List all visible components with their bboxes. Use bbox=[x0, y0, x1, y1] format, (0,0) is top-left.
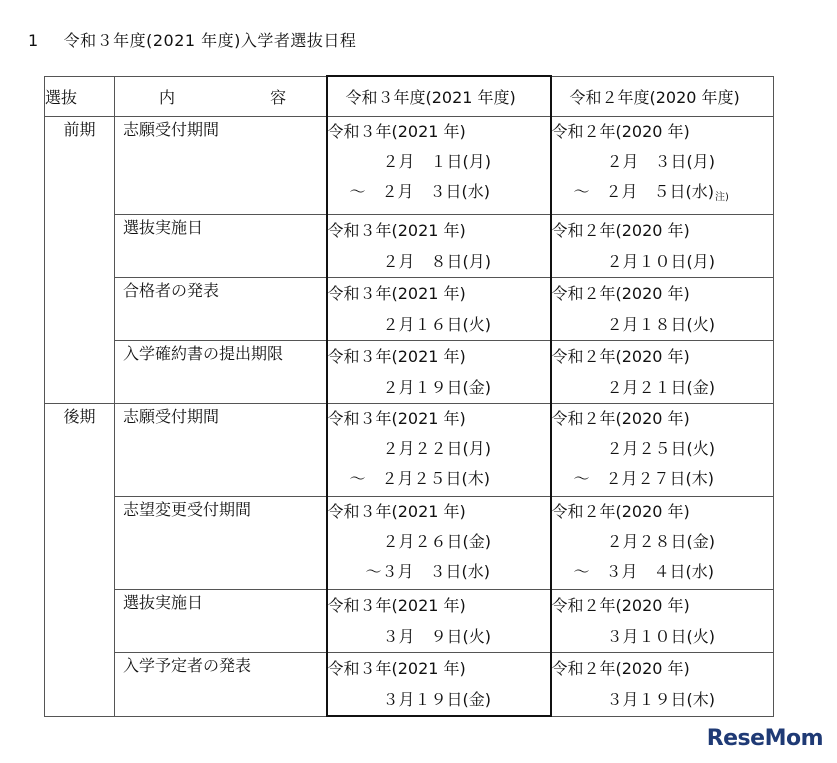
table-row bbox=[45, 497, 774, 590]
header-content bbox=[115, 76, 327, 117]
table-row bbox=[45, 278, 774, 341]
header-content-a: 内 bbox=[159, 87, 176, 107]
date-2021 bbox=[327, 278, 551, 341]
date-line: 令和２年(2020 年) bbox=[551, 284, 690, 303]
date-line: ２月１６日(火) bbox=[382, 315, 491, 334]
date-2020 bbox=[551, 497, 774, 590]
date-2020 bbox=[551, 117, 774, 215]
date-line: 令和３年(2021 年) bbox=[327, 122, 466, 141]
header-content-b: 容 bbox=[270, 87, 287, 107]
document-heading bbox=[28, 28, 356, 51]
date-text: ～ ２月 ５日(水) bbox=[573, 182, 714, 201]
date-line: ３月１９日(木) bbox=[606, 690, 715, 709]
date-2020 bbox=[551, 653, 774, 717]
date-line: ３月 ９日(火) bbox=[382, 627, 491, 646]
date-line: ２月 ３日(月) bbox=[606, 152, 715, 171]
item-label: 選抜実施日 bbox=[115, 590, 327, 653]
date-line: 令和２年(2020 年) bbox=[551, 502, 690, 521]
item-label: 入学確約書の提出期限 bbox=[115, 341, 327, 404]
group-label-zenki: 前期 bbox=[45, 117, 115, 404]
date-line: 令和３年(2021 年) bbox=[327, 596, 466, 615]
item-label: 志願受付期間 bbox=[115, 404, 327, 497]
date-line: ２月１０日(月) bbox=[606, 252, 715, 271]
date-line: ～３月 ３日(水) bbox=[365, 562, 490, 581]
date-2021 bbox=[327, 341, 551, 404]
date-line: ２月 ８日(月) bbox=[382, 252, 491, 271]
date-2020 bbox=[551, 590, 774, 653]
date-line: 令和２年(2020 年) bbox=[551, 122, 690, 141]
heading-number: 1 bbox=[28, 31, 39, 50]
table-row bbox=[45, 117, 774, 215]
item-label: 志望変更受付期間 bbox=[115, 497, 327, 590]
date-2020 bbox=[551, 278, 774, 341]
date-line: ～ ２月２５日(木) bbox=[349, 469, 490, 488]
table-row bbox=[45, 590, 774, 653]
schedule-table bbox=[44, 75, 774, 717]
date-line: ３月１０日(火) bbox=[606, 627, 715, 646]
date-line: ２月２１日(金) bbox=[606, 378, 715, 397]
date-line: 令和２年(2020 年) bbox=[551, 596, 690, 615]
date-line: 令和２年(2020 年) bbox=[551, 347, 690, 366]
table-row bbox=[45, 653, 774, 717]
item-label: 選抜実施日 bbox=[115, 215, 327, 278]
date-2020 bbox=[551, 215, 774, 278]
table-row bbox=[45, 215, 774, 278]
date-2021 bbox=[327, 497, 551, 590]
header-group: 選抜 bbox=[45, 76, 115, 117]
item-label: 入学予定者の発表 bbox=[115, 653, 327, 717]
date-line: 令和３年(2021 年) bbox=[327, 409, 466, 428]
date-line: ～ ２月２７日(木) bbox=[573, 469, 714, 488]
header-row bbox=[45, 76, 774, 117]
date-line: 令和３年(2021 年) bbox=[327, 347, 466, 366]
date-2020 bbox=[551, 341, 774, 404]
date-line: ２月２６日(金) bbox=[382, 532, 491, 551]
date-line: 令和２年(2020 年) bbox=[551, 409, 690, 428]
header-2020: 令和２年度(2020 年度) bbox=[551, 76, 774, 117]
table-row bbox=[45, 341, 774, 404]
date-line: ２月２５日(火) bbox=[606, 439, 715, 458]
date-2020 bbox=[551, 404, 774, 497]
date-2021 bbox=[327, 590, 551, 653]
date-line: 令和２年(2020 年) bbox=[551, 221, 690, 240]
date-line: ～ ２月 ３日(水) bbox=[349, 182, 490, 201]
table-row bbox=[45, 404, 774, 497]
group-label-kouki: 後期 bbox=[45, 404, 115, 717]
header-2021: 令和３年度(2021 年度) bbox=[327, 76, 551, 117]
date-2021 bbox=[327, 404, 551, 497]
date-line: 令和３年(2021 年) bbox=[327, 502, 466, 521]
heading-title: 令和３年度(2021 年度)入学者選抜日程 bbox=[63, 31, 357, 50]
date-line bbox=[552, 177, 774, 207]
date-line: ２月２８日(金) bbox=[606, 532, 715, 551]
date-line: ２月２２日(月) bbox=[382, 439, 491, 458]
date-2021 bbox=[327, 215, 551, 278]
date-2021 bbox=[327, 117, 551, 215]
date-line: ３月１９日(金) bbox=[382, 690, 491, 709]
note-mark: 注) bbox=[715, 192, 729, 203]
date-line: ２月１９日(金) bbox=[382, 378, 491, 397]
date-line: 令和３年(2021 年) bbox=[327, 284, 466, 303]
resemom-logo: ReseMom bbox=[706, 726, 823, 751]
date-line: 令和３年(2021 年) bbox=[327, 221, 466, 240]
date-2021 bbox=[327, 653, 551, 717]
date-line: 令和２年(2020 年) bbox=[551, 659, 690, 678]
date-line: ２月１８日(火) bbox=[606, 315, 715, 334]
date-line: ２月 １日(月) bbox=[382, 152, 491, 171]
item-label: 志願受付期間 bbox=[115, 117, 327, 215]
date-line: 令和３年(2021 年) bbox=[327, 659, 466, 678]
date-line: ～ ３月 ４日(水) bbox=[573, 562, 714, 581]
item-label: 合格者の発表 bbox=[115, 278, 327, 341]
